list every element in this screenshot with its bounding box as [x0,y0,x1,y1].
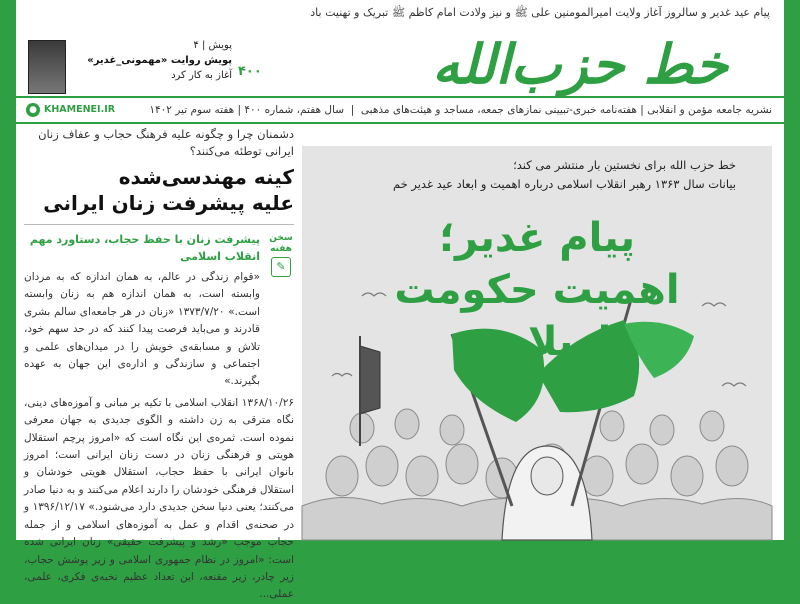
promo-text [70,38,232,83]
masthead [16,28,784,96]
feature-title-2: اهمیت حکومت اسلامی [394,267,680,365]
feature-kicker-1: خط حزب الله برای نخستین بار منتشر می کند؛ [513,158,736,172]
website-link[interactable] [26,101,115,119]
promo-line-1: پویش | ۴ [193,40,232,51]
publication-description: نشریه جامعه مؤمن و انقلابی | هفته‌نامه خبری-تبیینی نمازهای جمعه، مساجد و هیئت‌های مذهبی | سال هفتم، شماره ۴۰۰ | هفته سوم تیر ۱۴۰۲ [149,104,772,116]
article-headline-2: علیه پیشرفت زنان ایرانی [43,191,294,215]
pen-icon: ✎ [271,257,291,277]
website-url: KHAMENEI.IR [44,104,116,115]
article-headline-1: کینه مهندسی‌شده [118,165,294,189]
article-question: دشمنان چرا و چگونه علیه فرهنگ حجاب و عفاف زنان ایرانی توطئه می‌کنند؟ [38,127,294,158]
feature-kicker-2: بیانات سال ۱۳۶۳ رهبر انقلاب اسلامی درباره اهمیت و ابعاد عید غدیر خم [392,177,736,191]
promo-thumbnail [28,40,66,94]
note-label: سخن هفته [269,233,293,254]
feature-title [322,212,752,368]
feature-kicker [322,156,736,194]
left-article [24,126,294,601]
article-paragraph: ۱۳۶۸/۱۰/۲۶ انقلاب اسلامی با تکیه بر مبانی و آموزه‌های دینی، نگاه مترقی به زن داشته و الگوی جدیدی به جهان معرفی نموده است. ثمره‌ی این نگاه است که «امروز پرچم استقلال هویتی و فرهنگی زنان در دست زنان ایرانی است؛ امروز بانوان ایرانی با حفظ حجاب، استقلال هویتی خودشان و استقلال فرهنگی خودشان را دارند اعلام می‌کنند و به دنیا صادر می‌کنند؛ یعنی دنیا سخن جدیدی دارد می‌شنود.» ۱۳۹۶/۱۲/۱۷ و در صحنه‌ی اقدام و عمل به آموزه‌های اسلامی و از جمله حجاب موجب «رشد و پیشرفت حقیقی» زنان ایرانی شده است: «امروز در نظام جمهوری اسلامی و زیر پوشش حجاب، زیر چادر، زیر مقنعه، این تعداد عظیم نخبه‌ی فکری، علمی، عملی... [24,396,294,601]
newspaper-front-page [16,0,784,601]
newspaper-logo: خط حزب‌الله [432,32,728,96]
info-bar [16,96,784,124]
promo-box[interactable] [28,34,232,94]
feature-title-1: پیام غدیر؛ [439,215,635,261]
feature-story[interactable] [302,146,772,540]
article-paragraph: «قوام زندگی در عالم، به همان اندازه که به مردان وابسته است، به همان اندازه هم به زنان وابسته است.» ۱۳۷۳/۷/۲۰ «زنان در هر جامعه‌ای سالم بشری قادرند و می‌باید فرصت پیدا کنند که در حد سهم خود، تلاش و مسابقه‌ی خویش را در میدان‌های علمی و اجتماعی و سازندگی و اداره‌ی این جهان به عهده بگیرند.» [24,271,261,388]
article-subhead: پیشرفت زنان با حفظ حجاب، دستاورد مهم انقلاب اسلامی [29,233,260,263]
article-body [24,231,294,604]
issue-info: سال هفتم، شماره ۴۰۰ | هفته سوم تیر ۱۴۰۲ [149,104,345,116]
top-greeting-line: پیام عید غدیر و سالروز آغاز ولایت امیرالمومنین علی ﷺ و نیز ولادت امام کاظم ﷺ تبریک و تهنیت باد [310,6,770,19]
weekly-note-badge [268,233,294,279]
divider [24,224,294,225]
promo-line-2: پویش روایت «مهمونی_غدیر» [87,55,232,66]
issue-number: ۴۰۰ [238,64,262,79]
promo-line-3: آغاز به کار کرد [171,70,232,81]
publication-tagline: نشریه جامعه مؤمن و انقلابی | هفته‌نامه خبری-تبیینی نمازهای جمعه، مساجد و هیئت‌های مذهبی [360,104,772,116]
site-logo-icon: ● [26,103,40,117]
